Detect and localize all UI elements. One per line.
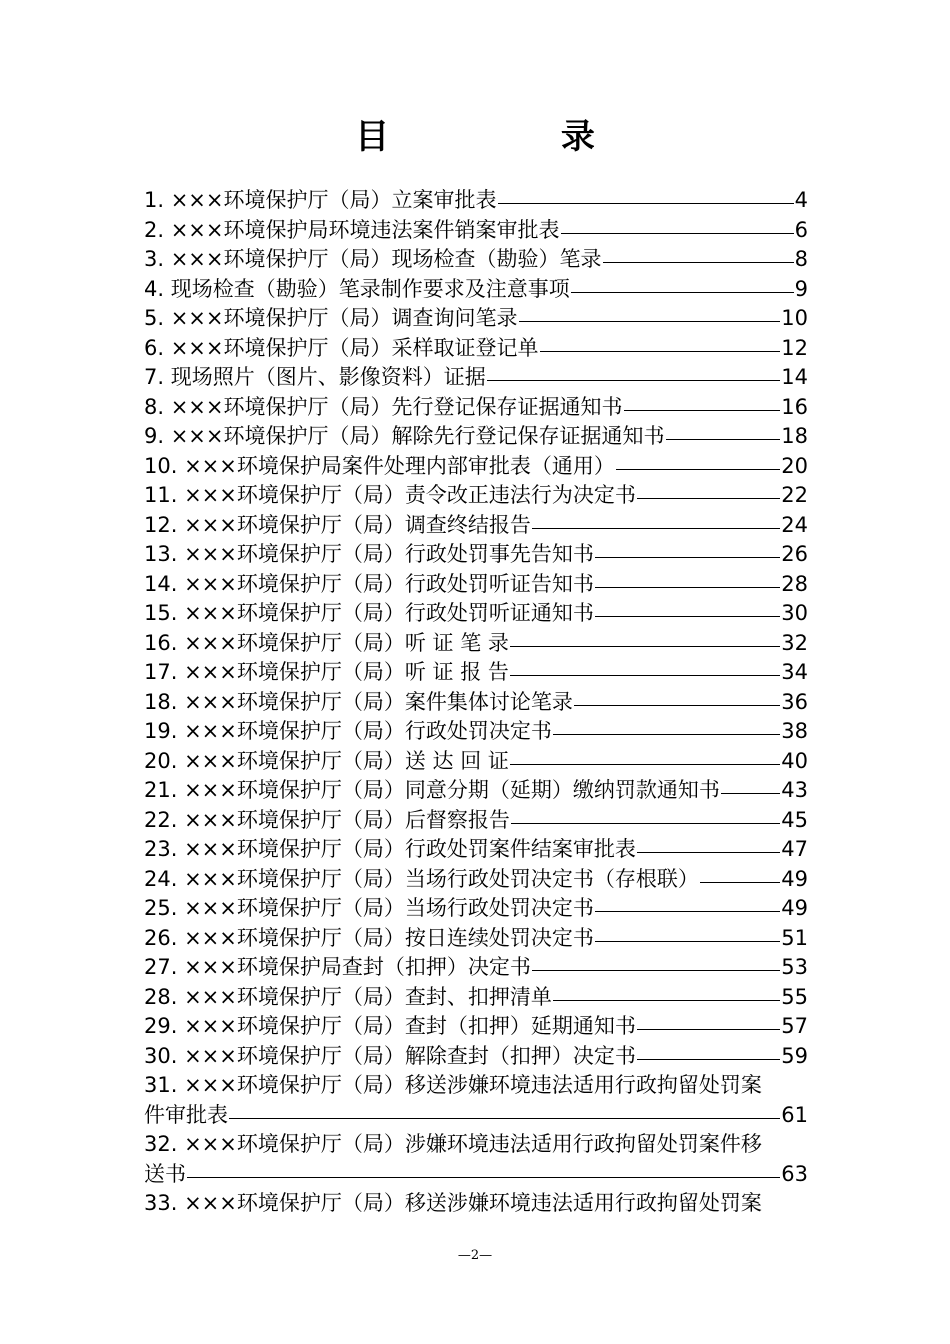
toc-line	[144, 275, 808, 305]
toc-line	[144, 304, 808, 334]
toc-leader-line	[616, 469, 780, 470]
toc-page-number: 24	[781, 512, 808, 537]
toc-entry[interactable]	[144, 747, 808, 777]
toc-entry-title: 13. ×××环境保护厅（局）行政处罚事先告知书	[144, 542, 594, 566]
toc-entry[interactable]	[144, 1130, 808, 1189]
toc-page-number: 4	[794, 188, 808, 212]
toc-entry[interactable]	[144, 334, 808, 364]
toc-page-number: 51	[781, 925, 808, 950]
toc-page-number: 57	[781, 1014, 808, 1038]
toc-line	[144, 776, 808, 806]
toc-line	[144, 658, 808, 688]
toc-line	[144, 334, 808, 364]
toc-entry-title: 送书	[144, 1161, 186, 1186]
toc-entry[interactable]	[144, 452, 808, 482]
toc-leader-line	[603, 262, 794, 263]
toc-line	[144, 894, 808, 924]
toc-line	[144, 599, 808, 629]
toc-entry[interactable]	[144, 481, 808, 511]
toc-line	[144, 717, 808, 747]
toc-leader-line	[574, 705, 780, 706]
toc-page-number: 18	[781, 424, 808, 448]
toc-leader-line	[637, 498, 780, 499]
toc-entry-title: 24. ×××环境保护厅（局）当场行政处罚决定书（存根联）	[144, 866, 699, 891]
toc-line	[144, 393, 808, 423]
toc-leader-line	[510, 646, 780, 647]
toc-entry-title: 30. ×××环境保护厅（局）解除查封（扣押）决定书	[144, 1043, 636, 1068]
toc-page-number: 14	[781, 365, 808, 389]
toc-entry-title: 16. ×××环境保护厅（局）听 证 笔 录	[144, 630, 509, 655]
toc-leader-line	[595, 557, 780, 558]
toc-leader-line	[595, 911, 780, 912]
toc-entry[interactable]	[144, 422, 808, 452]
toc-entry[interactable]	[144, 806, 808, 836]
toc-entry[interactable]	[144, 658, 808, 688]
toc-page-number: 34	[781, 660, 808, 684]
toc-page-number: 32	[781, 630, 808, 655]
toc-leader-line	[571, 292, 794, 293]
toc-entry[interactable]	[144, 983, 808, 1013]
toc-page-number: 49	[781, 866, 808, 891]
toc-line	[144, 865, 808, 895]
toc-page-number: 61	[781, 1102, 808, 1127]
toc-entry-title: 14. ×××环境保护厅（局）行政处罚听证告知书	[144, 571, 594, 596]
toc-entry[interactable]	[144, 570, 808, 600]
toc-entry[interactable]	[144, 304, 808, 334]
toc-entry[interactable]	[144, 629, 808, 659]
toc-leader-line	[540, 351, 781, 352]
toc-entry-title: 4. 现场检查（勘验）笔录制作要求及注意事项	[144, 276, 570, 301]
toc-line	[144, 452, 808, 482]
toc-page-number: 55	[781, 984, 808, 1009]
toc-line	[144, 1130, 808, 1160]
toc-page-number: 9	[794, 276, 808, 301]
toc-page-number: 10	[781, 306, 808, 330]
toc-entry-title: 7. 现场照片（图片、影像资料）证据	[144, 365, 486, 389]
toc-leader-line	[532, 528, 780, 529]
toc-line	[144, 1101, 808, 1131]
toc-page-number: 45	[781, 807, 808, 832]
toc-page-number: 43	[781, 778, 808, 802]
toc-line	[144, 1012, 808, 1042]
toc-leader-line	[595, 941, 780, 942]
toc-entry-title: 26. ×××环境保护厅（局）按日连续处罚决定书	[144, 925, 594, 950]
toc-line	[144, 806, 808, 836]
toc-leader-line	[519, 321, 781, 322]
toc-leader-line	[637, 1059, 780, 1060]
toc-line	[144, 363, 808, 393]
toc-entry-title: 32. ×××环境保护厅（局）涉嫌环境违法适用行政拘留处罚案件移	[144, 1132, 762, 1156]
toc-entry-title: 33. ×××环境保护厅（局）移送涉嫌环境违法适用行政拘留处罚案	[144, 1191, 762, 1215]
toc-page-number: 53	[781, 955, 808, 979]
toc-entry-title: 18. ×××环境保护厅（局）案件集体讨论笔录	[144, 689, 573, 714]
page-title: 目 录	[355, 117, 675, 157]
toc-page-number: 22	[781, 483, 808, 507]
toc-entry[interactable]	[144, 599, 808, 629]
toc-entry[interactable]	[144, 216, 808, 246]
toc-entry[interactable]	[144, 275, 808, 305]
toc-entry-title: 12. ×××环境保护厅（局）调查终结报告	[144, 512, 531, 537]
toc-entry-title: 23. ×××环境保护厅（局）行政处罚案件结案审批表	[144, 837, 636, 861]
toc-line	[144, 1071, 808, 1101]
toc-leader-line	[498, 203, 794, 204]
toc-page-number: 36	[781, 689, 808, 714]
toc-entry[interactable]	[144, 1071, 808, 1130]
toc-line	[144, 186, 808, 216]
toc-page-number: 63	[781, 1161, 808, 1186]
toc-page-number: 40	[781, 748, 808, 773]
toc-line	[144, 629, 808, 659]
toc-entry[interactable]	[144, 924, 808, 954]
toc-entry-title: 17. ×××环境保护厅（局）听 证 报 告	[144, 660, 509, 684]
toc-entry-title: 21. ×××环境保护厅（局）同意分期（延期）缴纳罚款通知书	[144, 778, 720, 802]
toc-line	[144, 511, 808, 541]
toc-entry-title: 25. ×××环境保护厅（局）当场行政处罚决定书	[144, 896, 594, 920]
toc-leader-line	[532, 970, 780, 971]
toc-line	[144, 481, 808, 511]
toc-line	[144, 422, 808, 452]
toc-page-number: 16	[781, 394, 808, 419]
toc-line	[144, 570, 808, 600]
toc-leader-line	[487, 380, 781, 381]
toc-leader-line	[637, 852, 780, 853]
toc-entry-title: 15. ×××环境保护厅（局）行政处罚听证通知书	[144, 601, 594, 625]
toc-page-number: 30	[781, 601, 808, 625]
toc-line	[144, 924, 808, 954]
toc-line	[144, 835, 808, 865]
toc-entry[interactable]	[144, 1012, 808, 1042]
toc-page-number: 26	[781, 542, 808, 566]
toc-line	[144, 953, 808, 983]
toc-entry-title: 1. ×××环境保护厅（局）立案审批表	[144, 188, 497, 212]
toc-leader-line	[637, 1029, 780, 1030]
toc-entry-title: 9. ×××环境保护厅（局）解除先行登记保存证据通知书	[144, 424, 665, 448]
toc-page-number: 28	[781, 571, 808, 596]
toc-leader-line	[187, 1177, 780, 1178]
toc-entry-title: 2. ×××环境保护局环境违法案件销案审批表	[144, 217, 560, 242]
toc-entry-title: 3. ×××环境保护厅（局）现场检查（勘验）笔录	[144, 247, 602, 271]
toc-leader-line	[561, 233, 794, 234]
toc-entry[interactable]	[144, 1189, 808, 1219]
toc-entry[interactable]	[144, 393, 808, 423]
toc-leader-line	[510, 764, 780, 765]
toc-entry-title: 5. ×××环境保护厅（局）调查询问笔录	[144, 306, 518, 330]
toc-entry-title: 31. ×××环境保护厅（局）移送涉嫌环境违法适用行政拘留处罚案	[144, 1073, 762, 1097]
toc-entry[interactable]	[144, 717, 808, 747]
toc-line	[144, 688, 808, 718]
toc-entry[interactable]	[144, 776, 808, 806]
toc-entry[interactable]	[144, 894, 808, 924]
toc-entry-title: 6. ×××环境保护厅（局）采样取证登记单	[144, 335, 539, 360]
toc-entry-title: 27. ×××环境保护局查封（扣押）决定书	[144, 955, 531, 979]
toc-leader-line	[553, 734, 780, 735]
toc-entry[interactable]	[144, 511, 808, 541]
toc-line	[144, 540, 808, 570]
toc-entry[interactable]	[144, 363, 808, 393]
toc-leader-line	[511, 823, 780, 824]
toc-line	[144, 1160, 808, 1190]
toc-entry[interactable]	[144, 186, 808, 216]
toc-entry-title: 8. ×××环境保护厅（局）先行登记保存证据通知书	[144, 394, 623, 419]
toc-entry-title: 10. ×××环境保护局案件处理内部审批表（通用）	[144, 453, 615, 478]
toc-leader-line	[721, 793, 780, 794]
toc-page-number: 20	[781, 453, 808, 478]
toc-page-number: 49	[781, 896, 808, 920]
toc-entry-title: 19. ×××环境保护厅（局）行政处罚决定书	[144, 719, 552, 743]
toc-leader-line	[595, 616, 780, 617]
toc-page-number: 12	[781, 335, 808, 360]
table-of-contents	[144, 186, 808, 1219]
toc-entry[interactable]	[144, 540, 808, 570]
toc-page-number: 6	[794, 217, 808, 242]
toc-entry[interactable]	[144, 835, 808, 865]
toc-entry-title: 28. ×××环境保护厅（局）查封、扣押清单	[144, 984, 552, 1009]
toc-entry[interactable]	[144, 688, 808, 718]
toc-entry-title: 29. ×××环境保护厅（局）查封（扣押）延期通知书	[144, 1014, 636, 1038]
toc-entry[interactable]	[144, 953, 808, 983]
toc-leader-line	[595, 587, 780, 588]
toc-entry[interactable]	[144, 245, 808, 275]
toc-entry[interactable]	[144, 1042, 808, 1072]
toc-page-number: 47	[781, 837, 808, 861]
toc-entry-title: 11. ×××环境保护厅（局）责令改正违法行为决定书	[144, 483, 636, 507]
toc-page-number: 38	[781, 719, 808, 743]
toc-line	[144, 983, 808, 1013]
toc-leader-line	[553, 1000, 780, 1001]
toc-line	[144, 747, 808, 777]
toc-leader-line	[700, 882, 780, 883]
toc-page-number: 8	[794, 247, 808, 271]
toc-entry-title: 22. ×××环境保护厅（局）后督察报告	[144, 807, 510, 832]
toc-leader-line	[510, 675, 780, 676]
toc-line	[144, 245, 808, 275]
toc-line	[144, 1042, 808, 1072]
toc-entry-title: 件审批表	[144, 1102, 228, 1127]
toc-line	[144, 1189, 808, 1219]
toc-leader-line	[229, 1118, 780, 1119]
toc-entry[interactable]	[144, 865, 808, 895]
toc-entry-title: 20. ×××环境保护厅（局）送 达 回 证	[144, 748, 509, 773]
page-number-footer: —2—	[457, 1248, 493, 1263]
toc-leader-line	[624, 410, 781, 411]
toc-leader-line	[666, 439, 781, 440]
toc-line	[144, 216, 808, 246]
toc-page-number: 59	[781, 1043, 808, 1068]
